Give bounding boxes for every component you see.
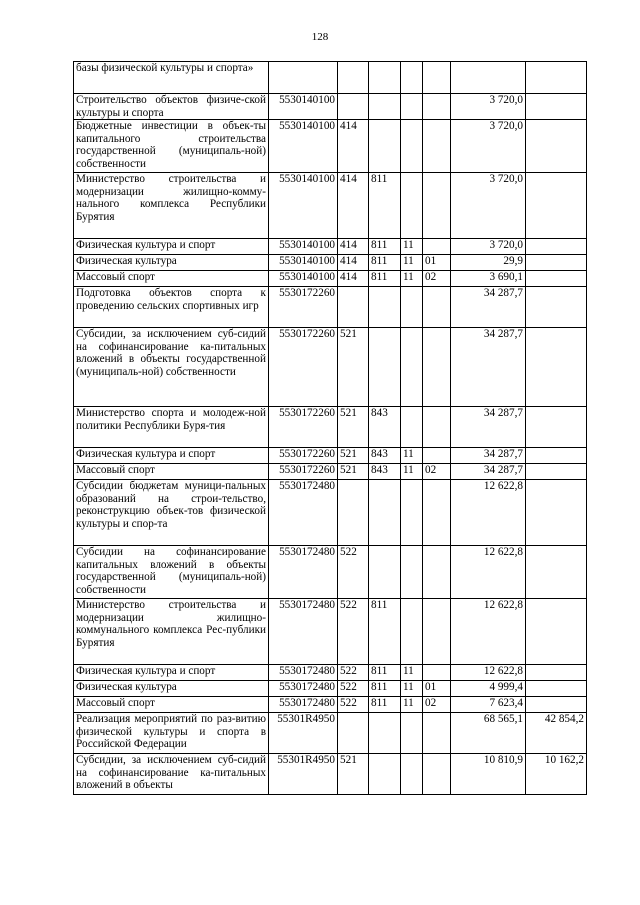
table-row bbox=[74, 546, 587, 599]
cell-ministry: 811 bbox=[369, 681, 401, 697]
table-row bbox=[74, 239, 587, 255]
cell-section: 11 bbox=[401, 448, 423, 464]
cell-ministry bbox=[369, 94, 401, 120]
table-row bbox=[74, 599, 587, 665]
cell-section bbox=[401, 407, 423, 448]
cell-subsection bbox=[423, 287, 451, 328]
cell-amount-2 bbox=[526, 464, 587, 480]
row-name: базы физической культуры и спорта» bbox=[74, 62, 269, 94]
cell-amount-2 bbox=[526, 448, 587, 464]
cell-amount-1: 12 622,8 bbox=[451, 665, 526, 681]
cell-section: 11 bbox=[401, 665, 423, 681]
table-row bbox=[74, 665, 587, 681]
cell-section bbox=[401, 713, 423, 754]
row-name: Субсидии, за исключением суб-сидий на софинансирование ка-питальных вложений в объекты bbox=[74, 754, 269, 795]
row-name: Массовый спорт bbox=[74, 464, 269, 480]
cell-vr bbox=[338, 94, 369, 120]
cell-csr bbox=[269, 62, 338, 94]
table-row bbox=[74, 62, 587, 94]
cell-csr: 5530172480 bbox=[269, 480, 338, 546]
table-row bbox=[74, 255, 587, 271]
row-name: Физическая культура bbox=[74, 681, 269, 697]
row-name: Массовый спорт bbox=[74, 271, 269, 287]
cell-ministry bbox=[369, 480, 401, 546]
row-name: Министерство строительства и модернизации жилищно-комму-нального комплекса Республики Бурятия bbox=[74, 173, 269, 239]
row-name: Министерство спорта и молодеж-ной политики Республики Буря-тия bbox=[74, 407, 269, 448]
cell-amount-1: 34 287,7 bbox=[451, 464, 526, 480]
table-row bbox=[74, 407, 587, 448]
cell-amount-2 bbox=[526, 120, 587, 173]
budget-table bbox=[73, 61, 587, 795]
row-name: Министерство строительства и модернизации жилищно-коммунального комплекса Рес-публики Бурятия bbox=[74, 599, 269, 665]
cell-amount-2 bbox=[526, 94, 587, 120]
row-name: Бюджетные инвестиции в объек-ты капитального строительства государственной (муниципаль-ной) собственности bbox=[74, 120, 269, 173]
cell-subsection bbox=[423, 120, 451, 173]
cell-section bbox=[401, 328, 423, 407]
cell-vr bbox=[338, 480, 369, 546]
cell-section bbox=[401, 599, 423, 665]
cell-vr: 414 bbox=[338, 271, 369, 287]
cell-amount-2 bbox=[526, 599, 587, 665]
cell-vr: 414 bbox=[338, 173, 369, 239]
cell-amount-2 bbox=[526, 239, 587, 255]
cell-amount-2 bbox=[526, 407, 587, 448]
cell-amount-1: 34 287,7 bbox=[451, 448, 526, 464]
cell-vr: 521 bbox=[338, 754, 369, 795]
cell-ministry bbox=[369, 328, 401, 407]
cell-section: 11 bbox=[401, 271, 423, 287]
cell-vr bbox=[338, 713, 369, 754]
cell-section: 11 bbox=[401, 239, 423, 255]
cell-amount-1: 68 565,1 bbox=[451, 713, 526, 754]
cell-amount-1: 3 720,0 bbox=[451, 94, 526, 120]
cell-subsection: 02 bbox=[423, 464, 451, 480]
cell-vr: 414 bbox=[338, 239, 369, 255]
cell-subsection bbox=[423, 62, 451, 94]
table-row bbox=[74, 173, 587, 239]
cell-section: 11 bbox=[401, 255, 423, 271]
cell-amount-2 bbox=[526, 173, 587, 239]
cell-subsection bbox=[423, 328, 451, 407]
cell-ministry bbox=[369, 713, 401, 754]
cell-subsection bbox=[423, 173, 451, 239]
cell-section bbox=[401, 754, 423, 795]
cell-csr: 5530172260 bbox=[269, 464, 338, 480]
table-row bbox=[74, 681, 587, 697]
cell-section bbox=[401, 287, 423, 328]
cell-csr: 5530140100 bbox=[269, 255, 338, 271]
cell-subsection bbox=[423, 665, 451, 681]
cell-amount-2 bbox=[526, 681, 587, 697]
cell-amount-2 bbox=[526, 271, 587, 287]
row-name: Субсидии на софинансирование капитальных вложений в объекты государственной (муниципаль-ной) собственности bbox=[74, 546, 269, 599]
cell-csr: 5530140100 bbox=[269, 173, 338, 239]
cell-subsection bbox=[423, 480, 451, 546]
cell-amount-2: 10 162,2 bbox=[526, 754, 587, 795]
table-row bbox=[74, 287, 587, 328]
cell-section: 11 bbox=[401, 464, 423, 480]
cell-ministry bbox=[369, 62, 401, 94]
cell-section bbox=[401, 173, 423, 239]
row-name: Реализация мероприятий по раз-витию физической культуры и спорта в Российской Федерации bbox=[74, 713, 269, 754]
cell-csr: 5530172260 bbox=[269, 328, 338, 407]
cell-vr: 522 bbox=[338, 599, 369, 665]
cell-vr bbox=[338, 62, 369, 94]
cell-amount-1: 34 287,7 bbox=[451, 287, 526, 328]
row-name: Физическая культура bbox=[74, 255, 269, 271]
cell-csr: 5530172260 bbox=[269, 287, 338, 328]
cell-ministry: 811 bbox=[369, 255, 401, 271]
cell-ministry: 843 bbox=[369, 407, 401, 448]
cell-csr: 5530172260 bbox=[269, 448, 338, 464]
cell-amount-1 bbox=[451, 62, 526, 94]
cell-subsection: 01 bbox=[423, 681, 451, 697]
cell-csr: 5530140100 bbox=[269, 120, 338, 173]
cell-csr: 5530172480 bbox=[269, 599, 338, 665]
cell-vr: 521 bbox=[338, 328, 369, 407]
cell-vr: 522 bbox=[338, 697, 369, 713]
table-row bbox=[74, 120, 587, 173]
row-name: Субсидии бюджетам муници-пальных образований на строи-тельство, реконструкцию объек-тов физической культуры и спор-та bbox=[74, 480, 269, 546]
cell-vr: 522 bbox=[338, 546, 369, 599]
row-name: Субсидии, за исключением суб-сидий на софинансирование ка-питальных вложений в объекты государственной (муниципаль-ной) собственности bbox=[74, 328, 269, 407]
page-number: 128 bbox=[311, 31, 329, 43]
cell-subsection: 02 bbox=[423, 697, 451, 713]
cell-subsection: 01 bbox=[423, 255, 451, 271]
cell-section bbox=[401, 120, 423, 173]
cell-csr: 5530140100 bbox=[269, 94, 338, 120]
table-row bbox=[74, 754, 587, 795]
cell-amount-1: 29,9 bbox=[451, 255, 526, 271]
cell-ministry: 843 bbox=[369, 464, 401, 480]
table-row bbox=[74, 94, 587, 120]
row-name: Физическая культура и спорт bbox=[74, 239, 269, 255]
cell-csr: 5530172260 bbox=[269, 407, 338, 448]
cell-amount-1: 3 720,0 bbox=[451, 120, 526, 173]
cell-csr: 5530172480 bbox=[269, 546, 338, 599]
cell-amount-1: 3 720,0 bbox=[451, 239, 526, 255]
cell-csr: 5530172480 bbox=[269, 681, 338, 697]
cell-section bbox=[401, 546, 423, 599]
cell-amount-1: 3 720,0 bbox=[451, 173, 526, 239]
table-row bbox=[74, 448, 587, 464]
cell-amount-2 bbox=[526, 480, 587, 546]
cell-amount-1: 34 287,7 bbox=[451, 407, 526, 448]
cell-amount-1: 4 999,4 bbox=[451, 681, 526, 697]
cell-vr: 522 bbox=[338, 681, 369, 697]
cell-subsection bbox=[423, 713, 451, 754]
cell-section bbox=[401, 94, 423, 120]
cell-amount-2: 42 854,2 bbox=[526, 713, 587, 754]
cell-subsection bbox=[423, 754, 451, 795]
cell-csr: 5530140100 bbox=[269, 239, 338, 255]
cell-ministry: 811 bbox=[369, 239, 401, 255]
cell-ministry bbox=[369, 120, 401, 173]
cell-subsection bbox=[423, 407, 451, 448]
cell-vr: 521 bbox=[338, 448, 369, 464]
cell-ministry: 811 bbox=[369, 271, 401, 287]
cell-vr bbox=[338, 287, 369, 328]
cell-section: 11 bbox=[401, 681, 423, 697]
cell-ministry: 811 bbox=[369, 697, 401, 713]
cell-ministry bbox=[369, 287, 401, 328]
cell-subsection bbox=[423, 239, 451, 255]
cell-csr: 5530172480 bbox=[269, 665, 338, 681]
row-name: Физическая культура и спорт bbox=[74, 448, 269, 464]
cell-vr: 522 bbox=[338, 665, 369, 681]
cell-vr: 521 bbox=[338, 464, 369, 480]
cell-section: 11 bbox=[401, 697, 423, 713]
row-name: Физическая культура и спорт bbox=[74, 665, 269, 681]
row-name: Строительство объектов физиче-ской культуры и спорта bbox=[74, 94, 269, 120]
row-name: Массовый спорт bbox=[74, 697, 269, 713]
table-row bbox=[74, 464, 587, 480]
cell-csr: 55301R4950 bbox=[269, 713, 338, 754]
cell-amount-2 bbox=[526, 287, 587, 328]
cell-section bbox=[401, 480, 423, 546]
cell-amount-2 bbox=[526, 62, 587, 94]
cell-subsection bbox=[423, 546, 451, 599]
table-row bbox=[74, 328, 587, 407]
cell-amount-1: 7 623,4 bbox=[451, 697, 526, 713]
cell-ministry: 811 bbox=[369, 665, 401, 681]
cell-amount-2 bbox=[526, 546, 587, 599]
cell-amount-1: 12 622,8 bbox=[451, 546, 526, 599]
cell-csr: 5530172480 bbox=[269, 697, 338, 713]
cell-csr: 5530140100 bbox=[269, 271, 338, 287]
cell-ministry: 811 bbox=[369, 173, 401, 239]
cell-amount-2 bbox=[526, 328, 587, 407]
cell-subsection bbox=[423, 599, 451, 665]
cell-amount-1: 34 287,7 bbox=[451, 328, 526, 407]
cell-amount-2 bbox=[526, 697, 587, 713]
cell-subsection: 02 bbox=[423, 271, 451, 287]
table-row bbox=[74, 480, 587, 546]
cell-amount-1: 10 810,9 bbox=[451, 754, 526, 795]
cell-ministry: 843 bbox=[369, 448, 401, 464]
table-row bbox=[74, 271, 587, 287]
cell-ministry bbox=[369, 754, 401, 795]
cell-amount-1: 3 690,1 bbox=[451, 271, 526, 287]
cell-csr: 55301R4950 bbox=[269, 754, 338, 795]
cell-vr: 414 bbox=[338, 255, 369, 271]
cell-ministry: 811 bbox=[369, 599, 401, 665]
table-row bbox=[74, 713, 587, 754]
cell-ministry bbox=[369, 546, 401, 599]
cell-vr: 521 bbox=[338, 407, 369, 448]
table-row bbox=[74, 697, 587, 713]
cell-amount-2 bbox=[526, 665, 587, 681]
cell-amount-1: 12 622,8 bbox=[451, 480, 526, 546]
cell-amount-2 bbox=[526, 255, 587, 271]
cell-amount-1: 12 622,8 bbox=[451, 599, 526, 665]
cell-vr: 414 bbox=[338, 120, 369, 173]
cell-section bbox=[401, 62, 423, 94]
cell-subsection bbox=[423, 448, 451, 464]
row-name: Подготовка объектов спорта к проведению сельских спортивных игр bbox=[74, 287, 269, 328]
cell-subsection bbox=[423, 94, 451, 120]
